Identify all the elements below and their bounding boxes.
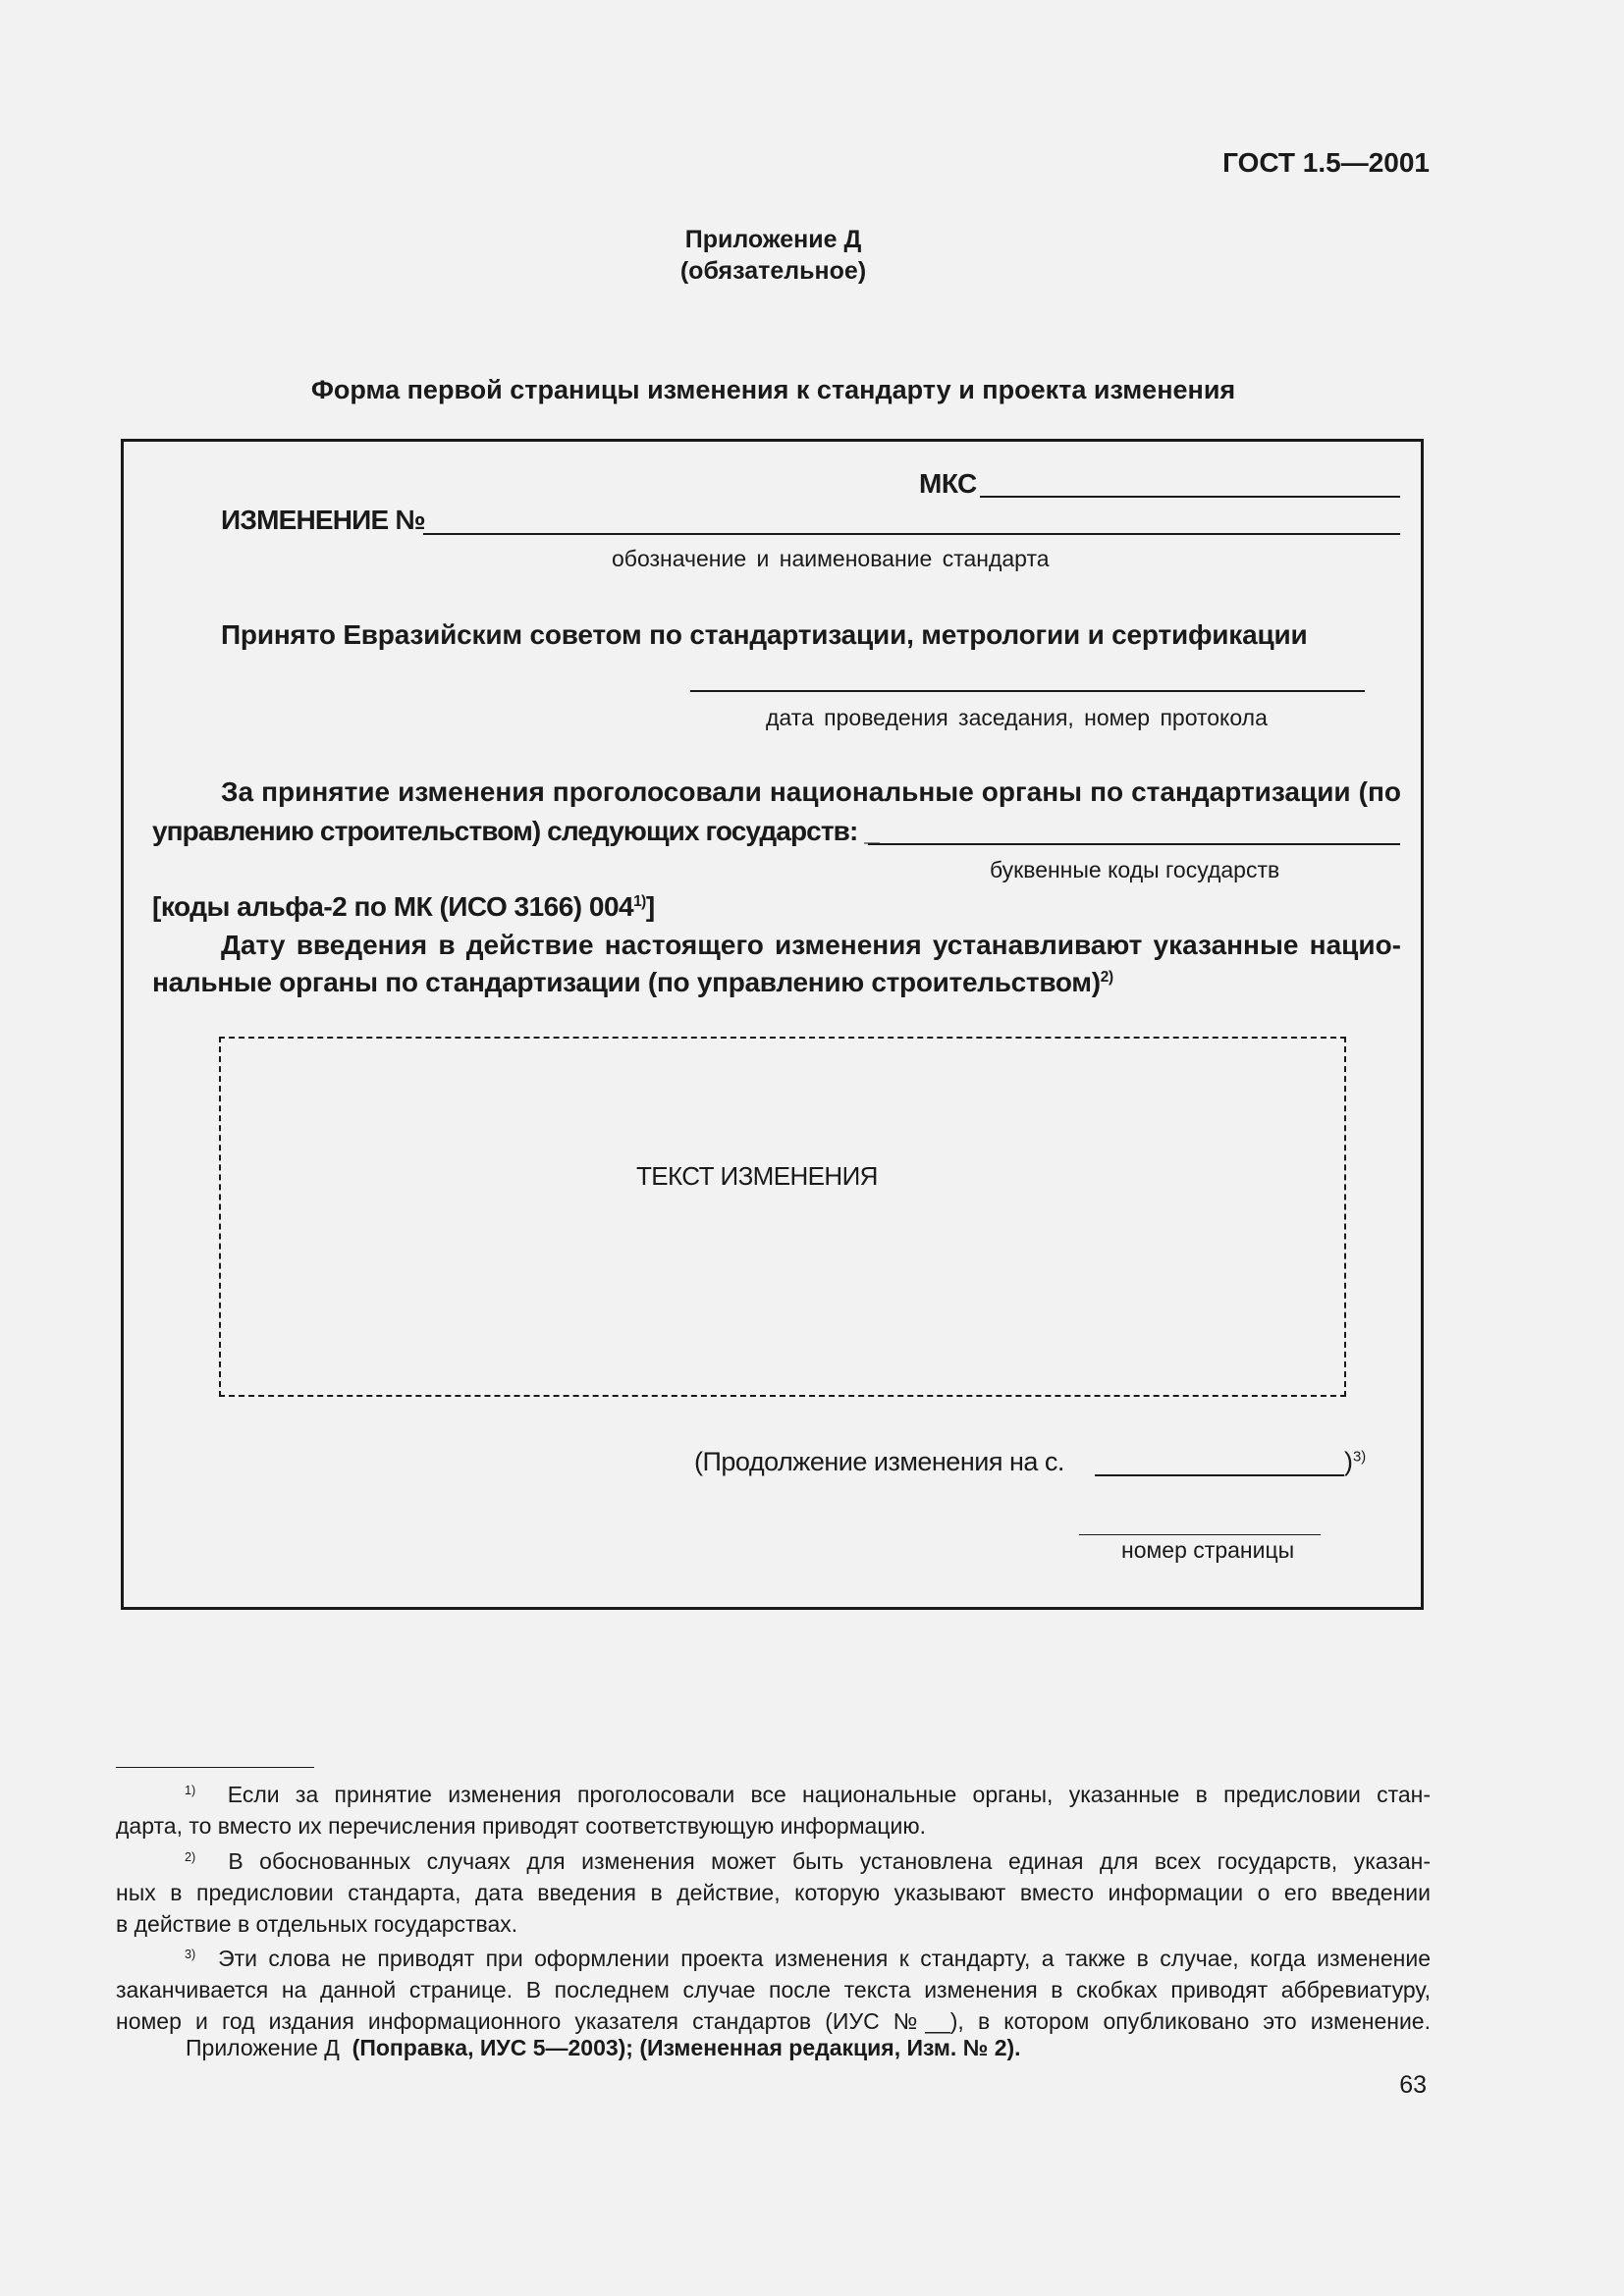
country-codes-caption: буквенные коды государств	[990, 857, 1280, 882]
vote-line1-text: За принятие изменения проголосовали национальные органы по стандартизации (по	[221, 776, 1401, 807]
vote-statement-line1	[221, 776, 1401, 808]
page-number: 63	[1399, 2071, 1427, 2099]
form-title: Форма первой страницы изменения к стандарту и проекта изменения	[310, 375, 1236, 404]
mks-label: МКС	[919, 468, 977, 499]
effective-date-line2	[152, 967, 1113, 998]
alpha2-text: [коды альфа-2 по МК (ИСО 3166) 004	[152, 891, 634, 922]
alpha2-bracket: ]	[645, 891, 655, 922]
footnote-1-line1	[116, 1779, 1431, 1810]
change-text-placeholder: ТЕКСТ ИЗМЕНЕНИЯ	[636, 1161, 878, 1191]
footnote-2-text1: В обоснованных случаях для изменения может быть установлена единая для всех государств, указан-	[228, 1848, 1431, 1874]
footnote-ref-2: 2)	[1100, 969, 1113, 986]
continuation-page-field[interactable]	[1095, 1474, 1344, 1476]
standard-field[interactable]	[423, 533, 1400, 535]
footnote-separator	[116, 1767, 314, 1768]
footnote-3-line3: номер и год издания информационного указателя стандартов (ИУС №__), в котором опубликовано это изменение.	[116, 2008, 1431, 2034]
footnote-3-line1	[116, 1943, 1431, 1974]
form-frame	[121, 439, 1424, 1610]
page-number-field[interactable]	[1079, 1534, 1321, 1535]
continuation-label: (Продолжение изменения на с.	[694, 1447, 1064, 1476]
footnote-3	[116, 1943, 1431, 2037]
accepted-statement: Принято Евразийским советом по стандартизации, метрологии и сертификации	[221, 619, 1308, 650]
footnote-2-line3: в действие в отдельных государствах.	[116, 1911, 518, 1937]
footnote-2-mark: 2)	[185, 1849, 196, 1864]
footnote-3-mark: 3)	[185, 1947, 196, 1961]
alpha2-note	[152, 891, 655, 923]
footnote-1-line2: дарта, то вместо их перечисления приводят соответствующую информацию.	[116, 1813, 926, 1839]
footnote-2-line1	[116, 1845, 1431, 1877]
footnote-ref-1: 1)	[633, 893, 646, 910]
footnote-2	[116, 1845, 1431, 1940]
footnote-1	[116, 1779, 1431, 1842]
mks-field[interactable]	[980, 496, 1400, 498]
amendment-details: (Поправка, ИУС 5—2003); (Измененная редакция, Изм. № 2).	[352, 2035, 1021, 2060]
meeting-caption: дата проведения заседания, номер протокола	[766, 705, 1268, 730]
footnote-3-line2: заканчивается на данной странице. В последнем случае после текста изменения в скобках приводят аббревиатуру,	[116, 1977, 1431, 2002]
change-text-area[interactable]	[219, 1037, 1346, 1397]
footnote-ref-3: 3)	[1353, 1449, 1367, 1466]
footnote-2-line2: ных в предисловии стандарта, дата введения в действие, которую указывают вместо информации о его введении	[116, 1880, 1431, 1905]
footnote-3-text1: Эти слова не приводят при оформлении проекта изменения к стандарту, а также в случае, когда изменение	[218, 1946, 1432, 1971]
appendix-status: (обязательное)	[679, 257, 867, 285]
change-number-label: ИЗМЕНЕНИЕ №	[221, 505, 425, 535]
page-number-caption: номер страницы	[1121, 1537, 1295, 1563]
amendment-prefix: Приложение Д	[186, 2035, 340, 2060]
meeting-field[interactable]	[690, 690, 1365, 692]
footnote-1-text1: Если за принятие изменения проголосовали все национальные органы, указанные в предисловии стан-	[227, 1782, 1432, 1807]
standard-caption: обозначение и наименование стандарта	[612, 546, 1050, 571]
effective-line1-text: Дату введения в действие настоящего изменения устанавливают указанные нацио-	[221, 930, 1401, 960]
continuation-paren: )	[1344, 1447, 1353, 1476]
effective-date-line1	[221, 930, 1401, 961]
document-code: ГОСТ 1.5—2001	[1222, 147, 1430, 178]
countries-field[interactable]	[868, 843, 1400, 845]
appendix-title: Приложение Д	[684, 226, 862, 253]
continuation-close	[1344, 1447, 1366, 1477]
footnote-1-mark: 1)	[185, 1783, 196, 1797]
amendment-note	[186, 2035, 1021, 2061]
effective-line2-text: нальные органы по стандартизации (по управлению строительством)	[152, 967, 1101, 997]
vote-statement-line2: управлению строительством) следующих государств: _	[152, 816, 879, 846]
